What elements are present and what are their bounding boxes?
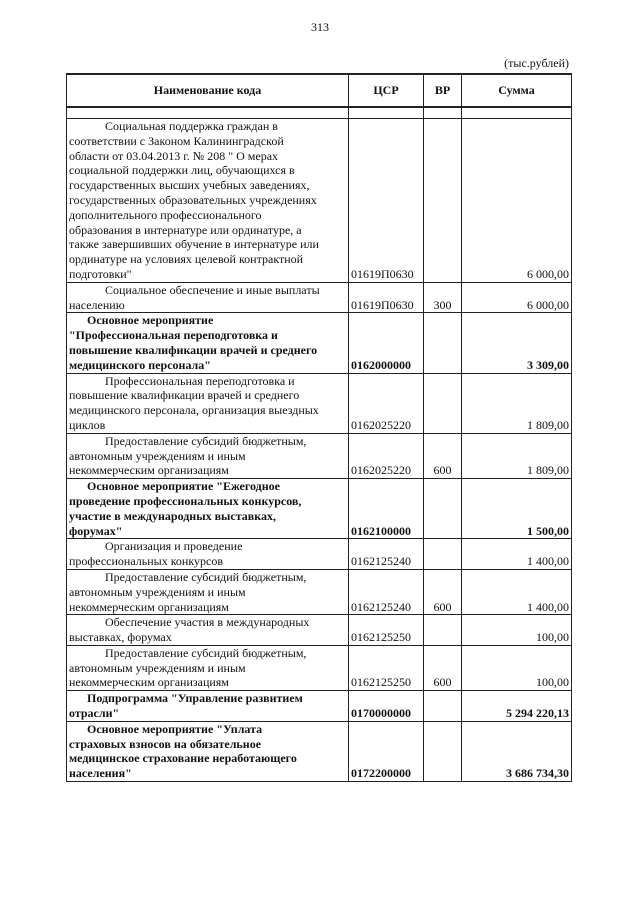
cell-name-line: автономным учреждениям и иным — [69, 584, 246, 599]
cell-name-line: некоммерческим организациям — [69, 599, 229, 614]
cell-sum: 3 686 734,30 — [462, 721, 572, 781]
cell-csr: 0162025220 — [349, 433, 424, 478]
cell-name-line: страховых взносов на обязательное — [69, 736, 262, 751]
table-row — [67, 645, 572, 690]
cell-name-line: государственных высших учебных заведениях, — [69, 178, 310, 193]
cell-csr: 0162025220 — [349, 373, 424, 433]
cell-name-line: Подпрограмма "Управление развитием — [87, 691, 303, 706]
cell-name-line: соответствии с Законом Калининградской — [69, 133, 284, 148]
header-name: Наименование кода — [67, 74, 349, 107]
cell-name-line: некоммерческим организациям — [69, 675, 229, 690]
cell-vr — [424, 479, 462, 539]
cell-csr: 0162000000 — [349, 313, 424, 373]
cell-name — [67, 691, 349, 722]
page-number: 313 — [311, 20, 329, 34]
cell-csr: 0162125240 — [349, 539, 424, 570]
cell-name-line: населению — [69, 297, 125, 312]
cell-vr — [424, 373, 462, 433]
cell-name-line: отрасли" — [69, 706, 120, 721]
cell-name-line: дополнительного профессионального — [69, 207, 262, 222]
cell-csr: 0170000000 — [349, 691, 424, 722]
cell-csr: 01619П0630 — [349, 282, 424, 313]
cell-name-line: Предоставление субсидий бюджетным, — [105, 433, 307, 448]
header-csr: ЦСР — [349, 74, 424, 107]
cell-csr: 0162100000 — [349, 479, 424, 539]
table-row — [67, 569, 572, 614]
cell-sum: 3 309,00 — [462, 313, 572, 373]
cell-sum: 6 000,00 — [462, 282, 572, 313]
cell-sum: 1 400,00 — [462, 569, 572, 614]
cell-vr — [424, 721, 462, 781]
cell-name-line: ординатуре на условиях целевой контрактной — [69, 252, 304, 267]
budget-table — [66, 73, 572, 782]
cell-name-line: Профессиональная переподготовка и — [105, 373, 295, 388]
header-sum: Сумма — [462, 74, 572, 107]
cell-name-line: Основное мероприятие "Ежегодное — [87, 479, 280, 494]
cell-sum: 100,00 — [462, 615, 572, 646]
cell-sum: 1 400,00 — [462, 539, 572, 570]
cell-name-line: Организация и проведение — [105, 539, 243, 554]
table-row — [67, 373, 572, 433]
table-row — [67, 539, 572, 570]
cell-vr — [424, 119, 462, 283]
table-body — [67, 107, 572, 782]
table-header-row — [67, 74, 572, 107]
cell-name — [67, 433, 349, 478]
cell-name-line: образования в интернатуре или ординатуре, а — [69, 222, 302, 237]
cell-name-line: также завершивших обучение в интернатуре или — [69, 237, 319, 252]
cell-sum: 1 809,00 — [462, 373, 572, 433]
cell-name-line: Основное мероприятие "Уплата — [87, 721, 263, 736]
cell-sum: 1 500,00 — [462, 479, 572, 539]
table-row — [67, 615, 572, 646]
cell-name — [67, 313, 349, 373]
cell-name-line: медицинское страхование неработающего — [69, 751, 297, 766]
cell-name-line: Предоставление субсидий бюджетным, — [105, 645, 307, 660]
cell-name-line: области от 03.04.2013 г. № 208 " О мерах — [69, 148, 279, 163]
cell-name-line: Предоставление субсидий бюджетным, — [105, 569, 307, 584]
cell-name — [67, 479, 349, 539]
cell-name — [67, 615, 349, 646]
cell-name-line: медицинского персонала, организация выездных — [69, 403, 319, 418]
cell-csr: 0162125250 — [349, 645, 424, 690]
table-row-section — [67, 313, 572, 373]
cell-vr — [424, 691, 462, 722]
table-row-section — [67, 691, 572, 722]
table-row — [67, 119, 572, 283]
cell-name — [67, 569, 349, 614]
cell-csr: 01619П0630 — [349, 119, 424, 283]
cell-name-line: "Профессиональная переподготовка и — [69, 328, 278, 343]
cell-sum: 100,00 — [462, 645, 572, 690]
cell-vr — [424, 313, 462, 373]
cell-vr: 300 — [424, 282, 462, 313]
cell-csr: 0162125250 — [349, 615, 424, 646]
cell-name-line: повышение квалификации врачей и среднего — [69, 342, 318, 357]
cell-name-line: участие в международных выставках, — [69, 508, 277, 523]
cell-name-line: некоммерческим организациям — [69, 463, 229, 478]
cell-name-line: автономным учреждениям и иным — [69, 448, 246, 463]
cell-csr: 0172200000 — [349, 721, 424, 781]
cell-csr: 0162125240 — [349, 569, 424, 614]
cell-sum: 1 809,00 — [462, 433, 572, 478]
table-row-section — [67, 721, 572, 781]
cell-name — [67, 119, 349, 283]
cell-vr: 600 — [424, 645, 462, 690]
cell-vr: 600 — [424, 569, 462, 614]
table-row-section — [67, 479, 572, 539]
cell-name-line: Обеспечение участия в международных — [105, 615, 310, 630]
cell-name-line: подготовки" — [69, 266, 132, 281]
cell-name — [67, 645, 349, 690]
table-row — [67, 282, 572, 313]
cell-name-line: Основное мероприятие — [87, 313, 214, 328]
cell-name-line: населения" — [69, 766, 132, 781]
cell-vr — [424, 539, 462, 570]
cell-name-line: выставках, форумах — [69, 630, 172, 645]
spacer-row — [67, 107, 572, 119]
cell-name-line: Социальное обеспечение и иные выплаты — [105, 282, 320, 297]
header-vr: ВР — [424, 74, 462, 107]
cell-sum: 5 294 220,13 — [462, 691, 572, 722]
cell-name-line: социальной поддержки лиц, обучающихся в — [69, 163, 295, 178]
units-label: (тыс.рублей) — [504, 56, 569, 70]
table-row — [67, 433, 572, 478]
cell-name-line: медицинского персонала" — [69, 357, 211, 372]
cell-name — [67, 539, 349, 570]
cell-name-line: повышение квалификации врачей и среднего — [69, 388, 300, 403]
cell-vr: 600 — [424, 433, 462, 478]
cell-name-line: проведение профессиональных конкурсов, — [69, 493, 302, 508]
cell-name — [67, 721, 349, 781]
cell-name-line: Социальная поддержка граждан в — [105, 119, 278, 133]
cell-name-line: автономным учреждениям и иным — [69, 660, 246, 675]
cell-name — [67, 282, 349, 313]
cell-vr — [424, 615, 462, 646]
cell-name-line: государственных образовательных учреждениях — [69, 192, 317, 207]
cell-name-line: циклов — [69, 417, 106, 432]
cell-name-line: профессиональных конкурсов — [69, 554, 223, 569]
cell-name-line: форумах" — [69, 523, 123, 538]
cell-sum: 6 000,00 — [462, 119, 572, 283]
cell-name — [67, 373, 349, 433]
